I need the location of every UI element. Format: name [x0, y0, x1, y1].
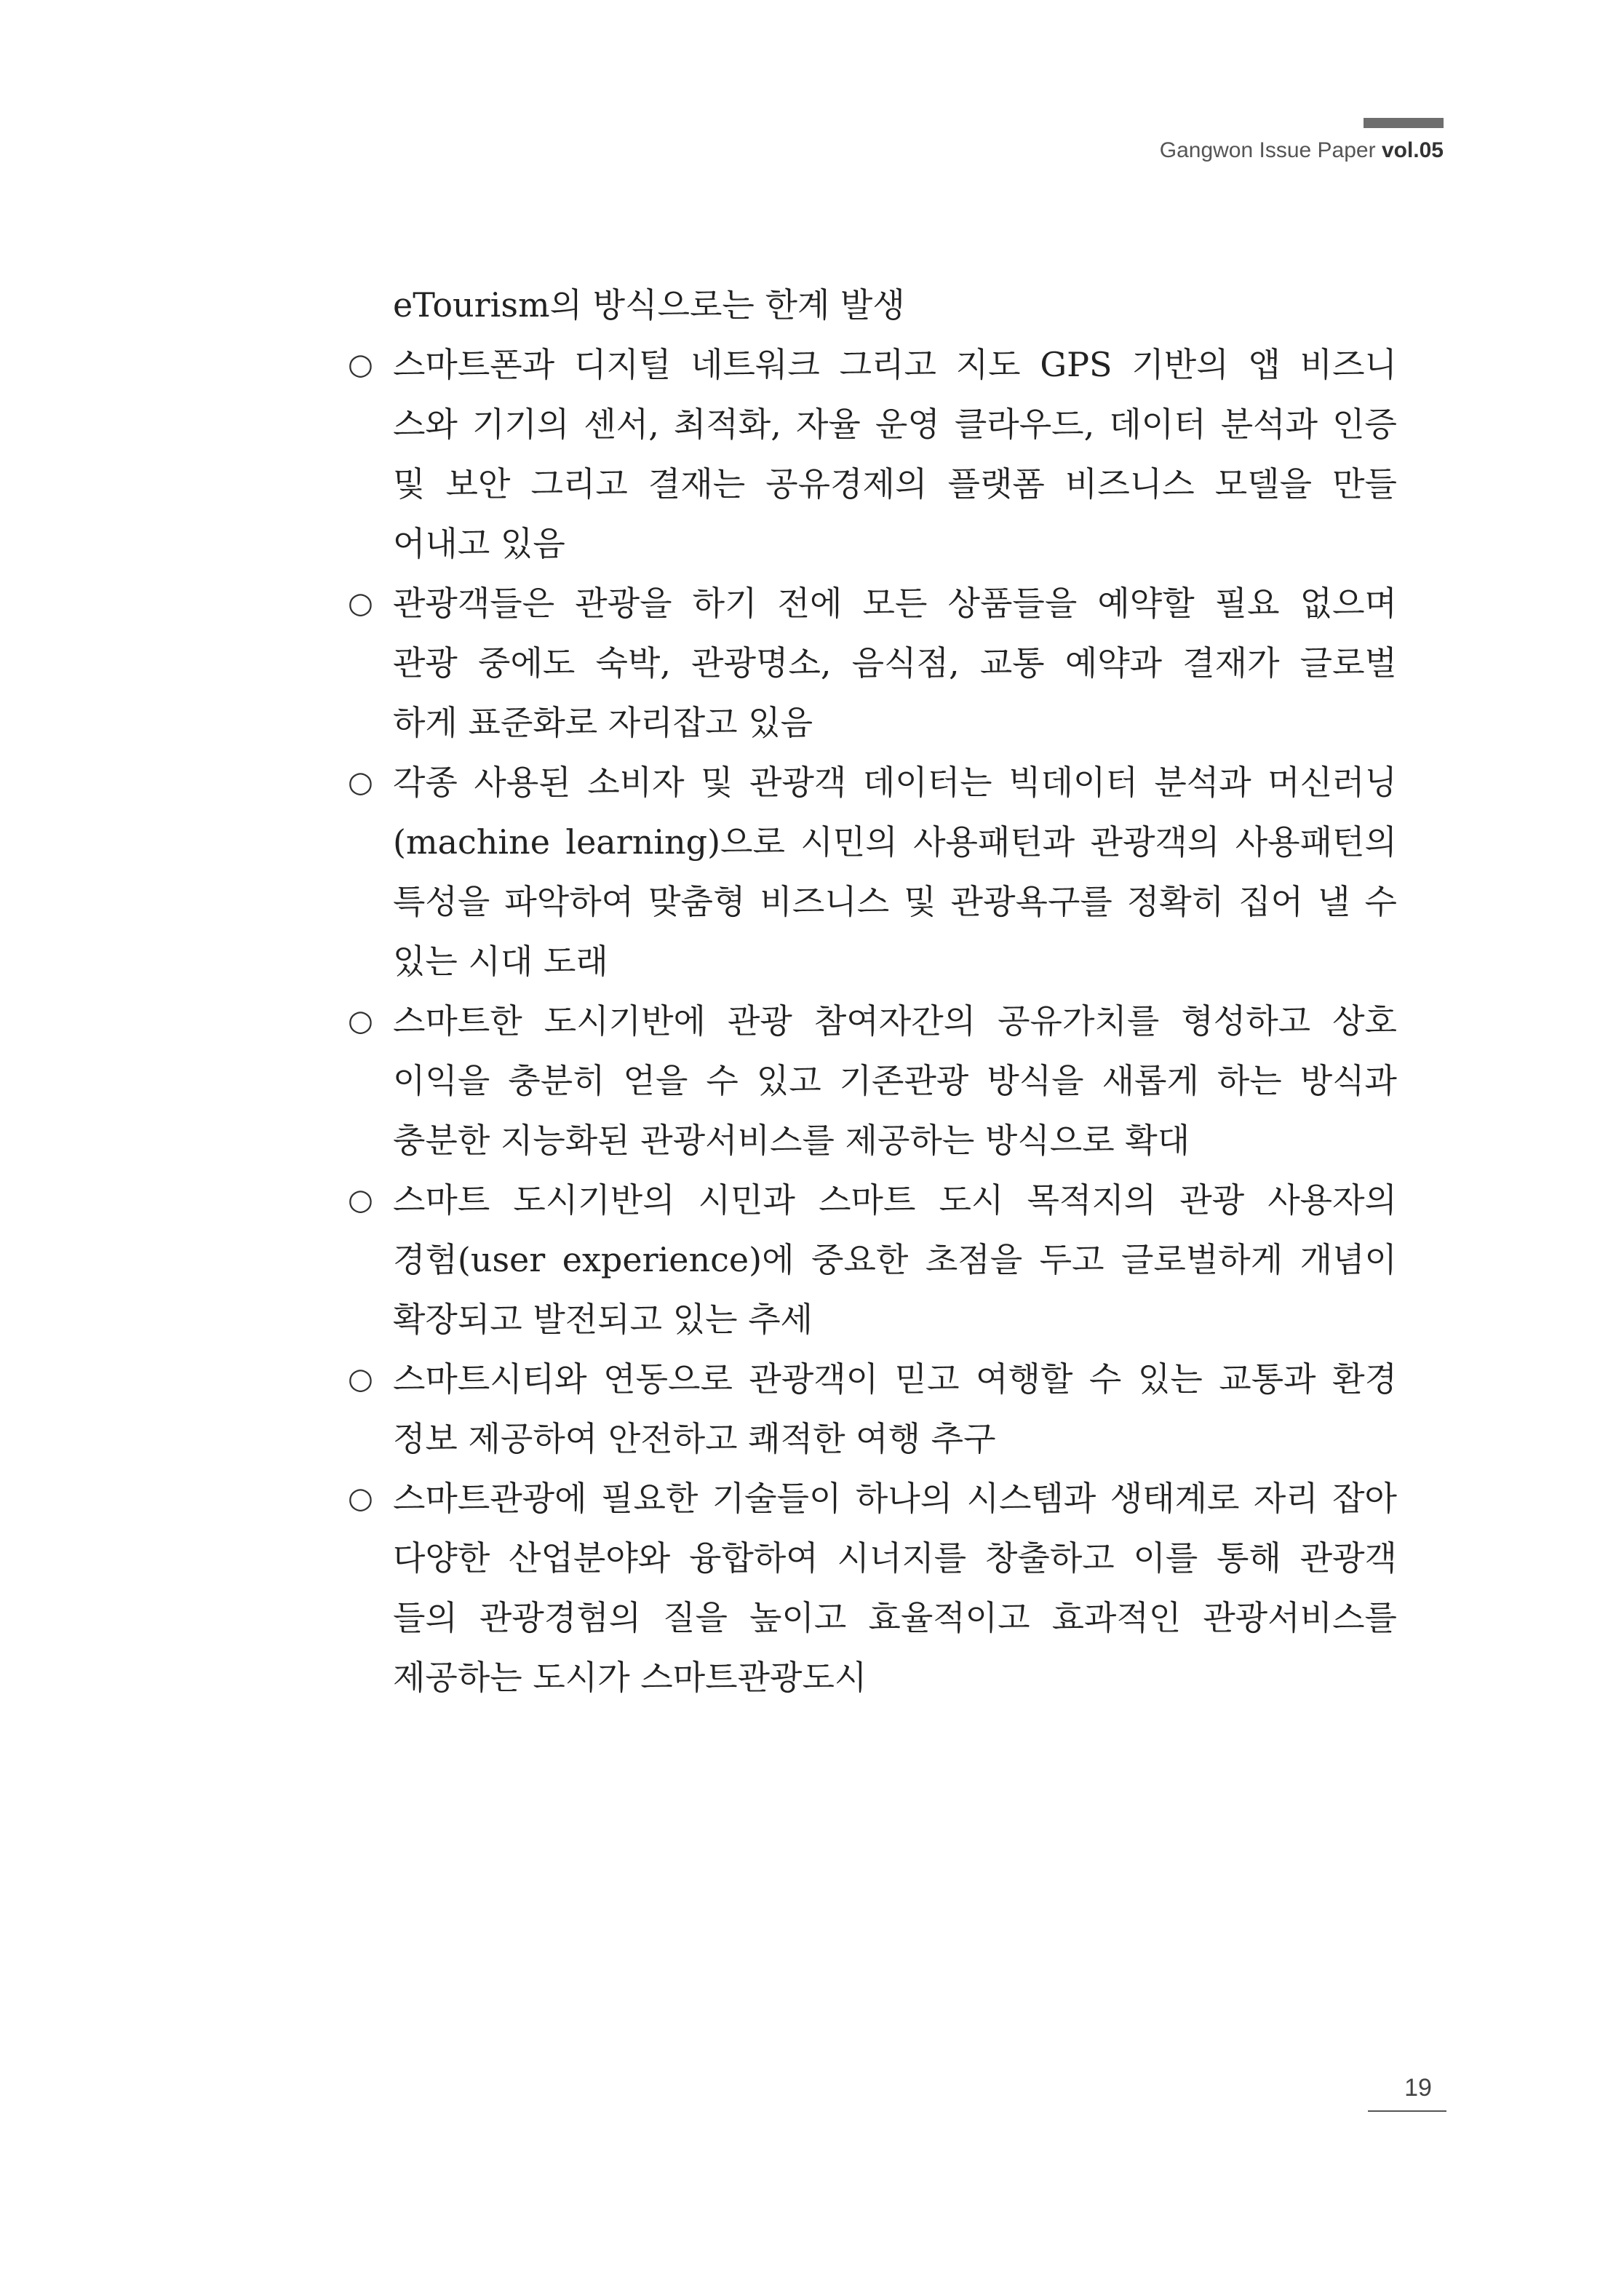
- line-text: eTourism의 방식으로는 한계 발생: [393, 285, 905, 325]
- line-text: 들의 관광경험의 질을 높이고 효율적이고 효과적인 관광서비스를: [393, 1598, 1397, 1637]
- paragraph: [342, 573, 1397, 752]
- line-text: 경험(user experience)에 중요한 초점을 두고 글로벌하게 개념이: [393, 1240, 1397, 1279]
- bullet-icon: ○: [348, 1004, 373, 1038]
- line-text: 특성을 파악하여 맞춤형 비즈니스 및 관광욕구를 정확히 집어 낼 수: [393, 882, 1397, 921]
- line-text: 스마트한 도시기반에 관광 참여자간의 공유가치를 형성하고 상호: [393, 1001, 1397, 1041]
- line-text: 하게 표준화로 자리잡고 있음: [393, 703, 813, 742]
- header-title: [1160, 138, 1444, 163]
- paragraph-line: [342, 335, 1397, 394]
- paragraph-line: [342, 1648, 1397, 1707]
- paragraph-line: [342, 812, 1397, 872]
- paragraph-line: [342, 1588, 1397, 1648]
- bullet-icon: ○: [348, 1482, 373, 1515]
- bullet-icon: ○: [348, 587, 373, 620]
- line-text: 이익을 충분히 얻을 수 있고 기존관광 방식을 새롭게 하는 방식과: [393, 1061, 1397, 1100]
- header-rule: [1364, 118, 1444, 128]
- bullet-icon: ○: [348, 1183, 373, 1217]
- line-text: 각종 사용된 소비자 및 관광객 데이터는 빅데이터 분석과 머신러닝: [393, 763, 1397, 802]
- paragraph-line: [342, 693, 1397, 752]
- paragraph-line: [342, 1409, 1397, 1469]
- paragraph: [342, 991, 1397, 1170]
- paragraph-line: [342, 514, 1397, 573]
- paragraph-line: [342, 1349, 1397, 1409]
- line-text: 제공하는 도시가 스마트관광도시: [393, 1658, 867, 1697]
- page-number: 19: [1404, 2074, 1432, 2102]
- paragraph: [342, 335, 1397, 573]
- paragraph: [342, 1469, 1397, 1707]
- line-text: 있는 시대 도래: [393, 942, 608, 981]
- line-text: 스마트시티와 연동으로 관광객이 믿고 여행할 수 있는 교통과 환경: [393, 1359, 1397, 1399]
- paragraph-line: [342, 872, 1397, 931]
- bullet-icon: ○: [348, 766, 373, 799]
- paragraph-line: [342, 633, 1397, 693]
- line-text: 어내고 있음: [393, 524, 565, 563]
- volume-label: vol.05: [1381, 138, 1444, 162]
- line-text: 다양한 산업분야와 융합하여 시너지를 창출하고 이를 통해 관광객: [393, 1538, 1397, 1578]
- line-text: 충분한 지능화된 관광서비스를 제공하는 방식으로 확대: [393, 1121, 1190, 1160]
- line-text: (machine learning)으로 시민의 사용패턴과 관광객의 사용패턴의: [393, 822, 1397, 862]
- paragraph-line: [342, 1230, 1397, 1290]
- paragraph-line: [342, 1528, 1397, 1588]
- line-text: 스마트 도시기반의 시민과 스마트 도시 목적지의 관광 사용자의: [393, 1180, 1397, 1220]
- line-text: 스마트폰과 디지털 네트워크 그리고 지도 GPS 기반의 앱 비즈니: [393, 345, 1397, 384]
- paragraph-line: [342, 394, 1397, 454]
- line-text: 스마트관광에 필요한 기술들이 하나의 시스템과 생태계로 자리 잡아: [393, 1479, 1397, 1518]
- paragraph-line: [342, 931, 1397, 991]
- paragraph: [342, 275, 1397, 335]
- paragraph-line: [342, 1170, 1397, 1230]
- line-text: 스와 기기의 센서, 최적화, 자율 운영 클라우드, 데이터 분석과 인증: [393, 405, 1397, 444]
- body-text: [342, 275, 1397, 1707]
- paragraph: [342, 1349, 1397, 1469]
- publication-name: Gangwon Issue Paper: [1159, 138, 1382, 162]
- line-text: 정보 제공하여 안전하고 쾌적한 여행 추구: [393, 1419, 996, 1458]
- bullet-icon: ○: [348, 348, 373, 381]
- paragraph-line: [342, 573, 1397, 633]
- paragraph: [342, 752, 1397, 991]
- paragraph-line: [342, 1469, 1397, 1528]
- paragraph-line: [342, 454, 1397, 514]
- paragraph: [342, 1170, 1397, 1349]
- paragraph-line: [342, 1051, 1397, 1110]
- line-text: 및 보안 그리고 결재는 공유경제의 플랫폼 비즈니스 모델을 만들: [393, 464, 1397, 504]
- line-text: 관광 중에도 숙박, 관광명소, 음식점, 교통 예약과 결재가 글로벌: [393, 643, 1397, 683]
- line-text: 관광객들은 관광을 하기 전에 모든 상품들을 예약할 필요 없으며: [393, 584, 1397, 623]
- footer-rule: [1368, 2110, 1446, 2112]
- paragraph-line: [342, 1290, 1397, 1349]
- paragraph-line: [342, 275, 1397, 335]
- paragraph-line: [342, 752, 1397, 812]
- line-text: 확장되고 발전되고 있는 추세: [393, 1300, 813, 1339]
- paragraph-line: [342, 991, 1397, 1051]
- bullet-icon: ○: [348, 1362, 373, 1396]
- paragraph-line: [342, 1110, 1397, 1170]
